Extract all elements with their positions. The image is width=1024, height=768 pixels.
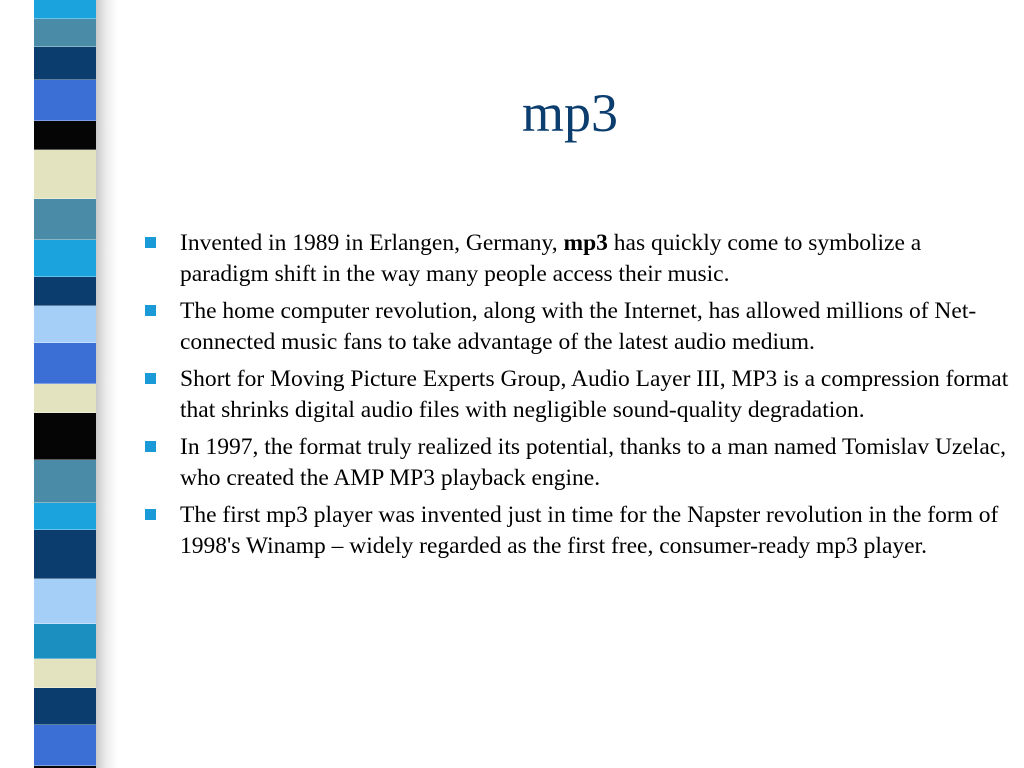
stripe-band: [34, 413, 96, 460]
stripe-band: [34, 384, 96, 413]
stripe-band: [34, 503, 96, 530]
square-bullet-icon: [145, 373, 156, 384]
bullet-text: The home computer revolution, along with the Internet, has allowed millions of Net-connected music fans to take advantage of the latest audio medium.: [180, 298, 977, 355]
stripe-band: [34, 47, 96, 80]
stripe-band: [34, 121, 96, 150]
stripe-band: [34, 0, 96, 19]
bullet-text: In 1997, the format truly realized its potential, thanks to a man named Tomislav Uzelac, who created the AMP MP3 playback engine.: [180, 434, 1007, 491]
bullet-item: [140, 228, 1010, 289]
bullet-text: The first mp3 player was invented just in time for the Napster revolution in the form of 1998's Winamp – widely regarded as the first free, consumer-ready mp3 player.: [180, 502, 999, 559]
bullet-text: Short for Moving Picture Experts Group, Audio Layer III, MP3 is a compression format that shrinks digital audio files with negligible sound-quality degradation.: [180, 366, 1009, 423]
square-bullet-icon: [145, 237, 156, 248]
decorative-stripe: [34, 0, 96, 768]
bullet-text: [180, 230, 921, 287]
stripe-band: [34, 306, 96, 343]
bullet-item: [140, 296, 1010, 357]
bullet-text-before: Invented in 1989 in Erlangen, Germany,: [180, 230, 564, 256]
stripe-band: [34, 80, 96, 121]
stripe-band: [34, 199, 96, 240]
bullet-item: [140, 364, 1010, 425]
bullet-item: [140, 500, 1010, 561]
stripe-band: [34, 19, 96, 47]
bullet-item: [140, 432, 1010, 493]
stripe-band: [34, 277, 96, 306]
square-bullet-icon: [145, 305, 156, 316]
stripe-band: [34, 725, 96, 766]
stripe-band: [34, 624, 96, 659]
bullet-list: [140, 228, 1010, 568]
stripe-band: [34, 579, 96, 624]
stripe-band: [34, 659, 96, 688]
stripe-band: [34, 460, 96, 503]
bullet-text-bold: mp3: [563, 230, 608, 256]
stripe-band: [34, 688, 96, 725]
stripe-band: [34, 240, 96, 277]
bullet-text-after: has quickly come to symbolize a paradigm shift in the way many people access their music.: [180, 230, 922, 287]
stripe-band: [34, 343, 96, 384]
slide-title: mp3: [521, 83, 618, 143]
stripe-band: [34, 150, 96, 199]
stripe-band: [34, 530, 96, 579]
square-bullet-icon: [145, 441, 156, 452]
square-bullet-icon: [145, 509, 156, 520]
